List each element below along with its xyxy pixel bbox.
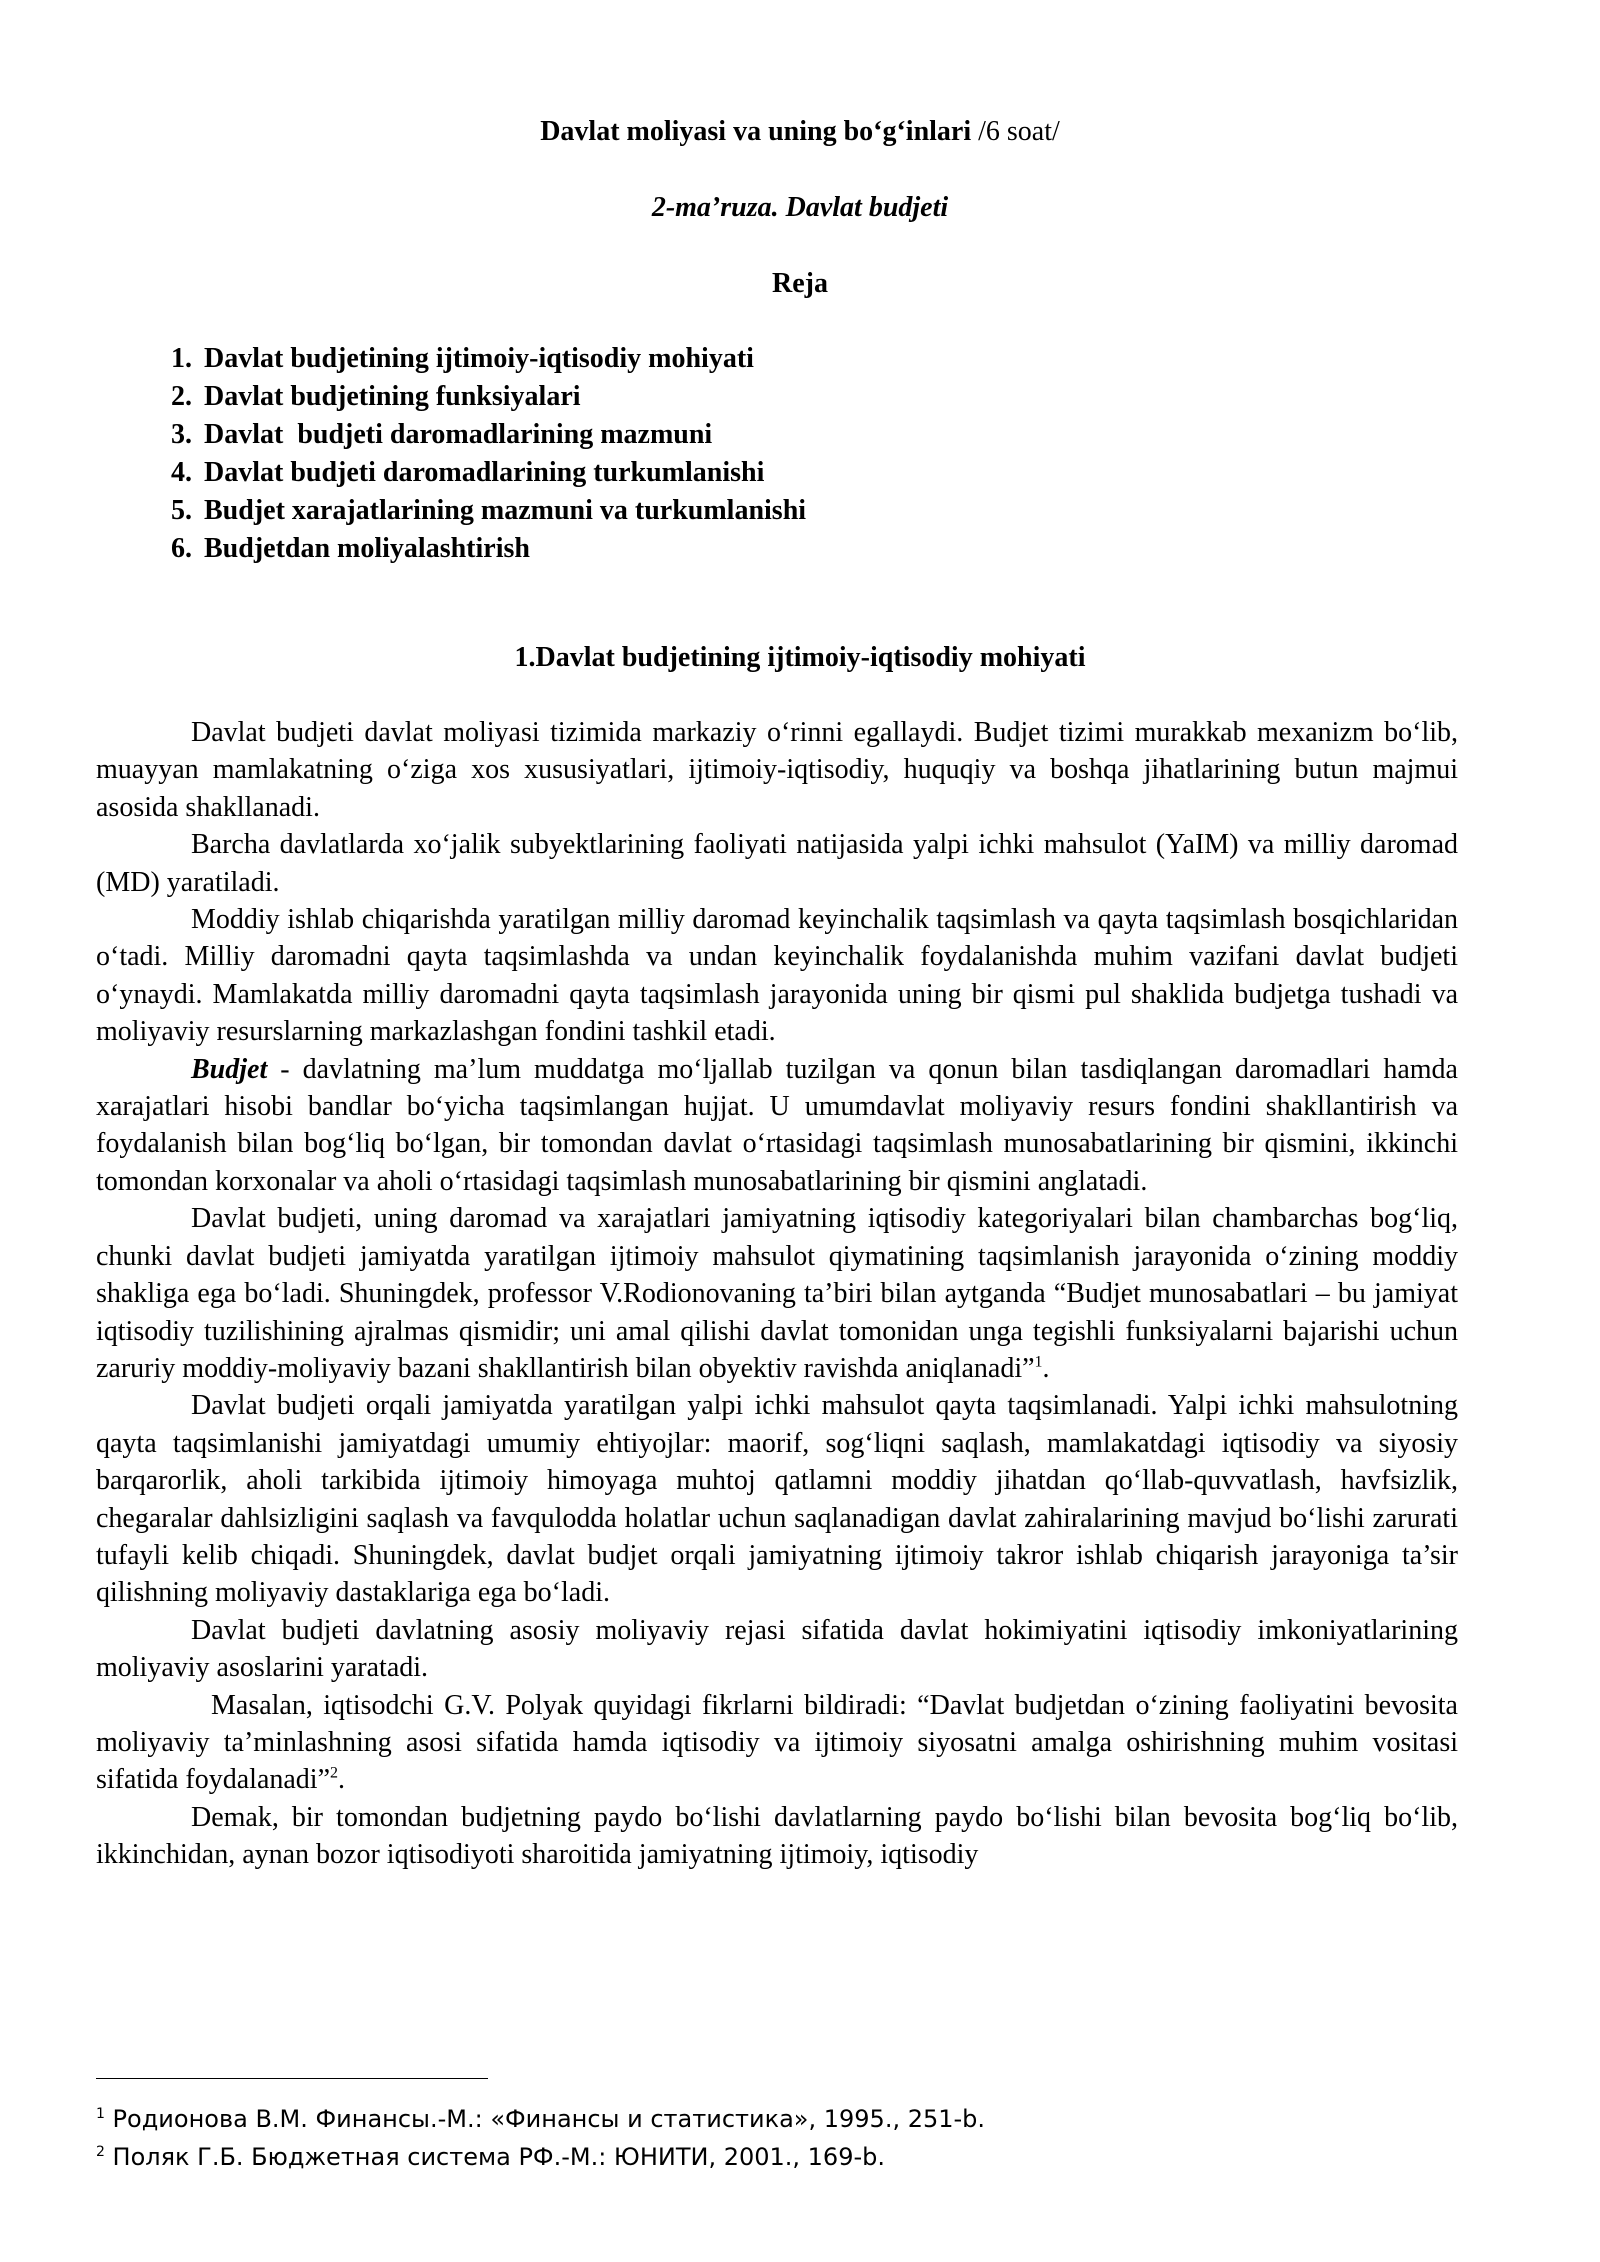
plan-item-text: Budjet xarajatlarining mazmuni va turkumlanishi [204,495,807,526]
paragraph-text: Davlat budjeti, uning daromad va xarajatlari jamiyatning iqtisodiy kategoriyalari bilan chambarchas bog‘liq, chunki davlat budjeti jamiyatda yaratilgan ijtimoiy mahsulot qiymatining taqsimlanish jarayonida o‘zining moddiy shakliga ega bo‘ladi. Shuningdek, professor V.Rodionovaning ta’biri bilan aytganda “Budjet munosabatlari – bu jamiyat iqtisodiy tuzilishining ajralmas qismidir; uni amal qilishi davlat tomonidan unga tegishli funksiyalarni bajarishi uchun zaruriy moddiy-moliyaviy bazani shakllantirish bilan obyektiv ravishda aniqlanadi” [96,1203,1458,1384]
plan-item [120,378,806,416]
footnote-separator [96,2078,488,2079]
footnote-ref[interactable]: 1 [1034,1353,1043,1371]
plan-item-text: Davlat budjeti daromadlarining mazmuni [204,419,713,450]
defined-term: Budjet [191,1053,268,1085]
plan-item-text: Davlat budjetining funksiyalari [204,381,581,412]
plan-item [120,530,806,568]
paragraph [96,1051,1458,1201]
paragraph-end: . [1042,1352,1050,1384]
footnote-number: 2 [96,2144,105,2160]
paragraph: Demak, bir tomondan budjetning paydo bo‘lishi davlatlarning paydo bo‘lishi bilan bevosita bog‘liq bo‘lib, ikkinchidan, aynan bozor iqtisodiyoti sharoitida jamiyatning ijtimoiy, iqtisodiy [96,1801,1458,1871]
plan-item [120,492,806,530]
paragraph: Davlat budjeti davlat moliyasi tizimida markaziy o‘rinni egallaydi. Budjet tizimi murakkab mexanizm bo‘lib, muayyan mamlakatning o‘ziga xos xususiyatlari, ijtimoiy-iqtisodiy, huquqiy va boshqa jihatlarining butun majmui asosida shakllanadi. [96,717,1458,823]
plan-item-text: Davlat budjetining ijtimoiy-iqtisodiy mohiyati [204,343,754,374]
plan-item-number: 3. [171,419,192,450]
paragraph-text: Masalan, iqtisodchi G.V. Polyak quyidagi fikrlarni bildiradi: “Davlat budjetdan o‘zining faoliyatini bevosita moliyaviy ta’minlashning asosi sifatida hamda iqtisodiy va ijtimoiy siyosatni amalga oshirishning muhim vositasi sifatida foydalanadi” [96,1689,1458,1796]
footnote-item [96,2100,1396,2138]
plan-heading: Reja [772,268,828,299]
footnote-ref[interactable]: 2 [330,1765,339,1783]
paragraph [96,1687,1458,1799]
paragraph-end: . [338,1764,346,1796]
section-heading: 1.Davlat budjetining ijtimoiy-iqtisodiy mohiyati [514,642,1086,673]
footnote-text: Родионова В.М. Финансы.-М.: «Финансы и статистика», 1995., 251-b. [104,2105,986,2133]
plan-list [120,340,806,568]
plan-item [120,340,806,378]
plan-item-number: 4. [171,457,192,488]
body-text [96,714,1458,1874]
plan-item-number: 1. [171,343,192,374]
paragraph [96,1200,1458,1387]
paragraph-text: - davlatning ma’lum muddatga mo‘ljallab tuzilgan va qonun bilan tasdiqlangan daromadlari hamda xarajatlari hisobi bandlar bo‘yicha taqsimlangan hujjat. U umumdavlat moliyaviy resurs fondini shakllantirish va foydalanish bilan bog‘liq bo‘lgan, bir tomondan davlat o‘rtasidagi taqsimlash munosabatlarining bir qismini, ikkinchi tomondan korxonalar va aholi o‘rtasidagi taqsimlash munosabatlarining bir qismini anglatadi. [96,1053,1458,1197]
footnote-item [96,2138,1396,2176]
footnotes [96,2100,1396,2176]
plan-item-text: Budjetdan moliyalashtirish [204,533,530,564]
paragraph: Davlat budjeti orqali jamiyatda yaratilgan yalpi ichki mahsulot qayta taqsimlanadi. Yalpi ichki mahsulotning qayta taqsimlanishi jamiyatdagi umumiy ehtiyojlar: maorif, sog‘liqni saqlash, mamlakatdagi iqtisodiy va siyosiy barqarorlik, aholi tarkibida ijtimoiy himoyaga muhtoj qatlamni moddiy jihatdan qo‘llab-quvvatlash, havfsizlik, chegaralar dahlsizligini saqlash va favqulodda holatlar uchun saqlanadigan davlat zahiralarining mavjud bo‘lishi zarurati tufayli kelib chiqadi. Shuningdek, davlat budjet orqali jamiyatning ijtimoiy takror ishlab chiqarish jarayoniga ta’sir qilishning moliyaviy dastaklariga ega bo‘ladi. [96,1390,1458,1609]
title-duration: /6 soat/ [971,116,1060,147]
footnote-text: Поляк Г.Б. Бюджетная система РФ.-М.: ЮНИТИ, 2001., 169-b. [104,2143,885,2171]
plan-item-text: Davlat budjeti daromadlarining turkumlanishi [204,457,765,488]
title-main: Davlat moliyasi va uning bo‘g‘inlari [540,116,972,147]
paragraph: Davlat budjeti davlatning asosiy moliyaviy rejasi sifatida davlat hokimiyatini iqtisodiy imkoniyatlarining moliyaviy asoslarini yaratadi. [96,1614,1458,1684]
plan-item-number: 5. [171,495,192,526]
paragraph: Moddiy ishlab chiqarishda yaratilgan milliy daromad keyinchalik taqsimlash va qayta taqsimlash bosqichlaridan o‘tadi. Milliy daromadni qayta taqsimlashda va undan keyinchalik foydalanishda muhim vazifani davlat budjeti o‘ynaydi. Mamlakatda milliy daromadni qayta taqsimlash jarayonida uning bir qismi pul shaklida budjetga tushadi va moliyaviy resurslarning markazlashgan fondini tashkil etadi. [96,904,1458,1048]
plan-item [120,454,806,492]
lecture-title: 2-ma’ruza. Davlat budjeti [651,192,949,223]
paragraph: Barcha davlatlarda xo‘jalik subyektlarining faoliyati natijasida yalpi ichki mahsulot (YaIM) va milliy daromad (MD) yaratiladi. [96,829,1458,898]
document-title [0,114,1600,150]
plan-item [120,416,806,454]
plan-item-number: 6. [171,533,192,564]
plan-item-number: 2. [171,381,192,412]
footnote-number: 1 [96,2106,105,2122]
